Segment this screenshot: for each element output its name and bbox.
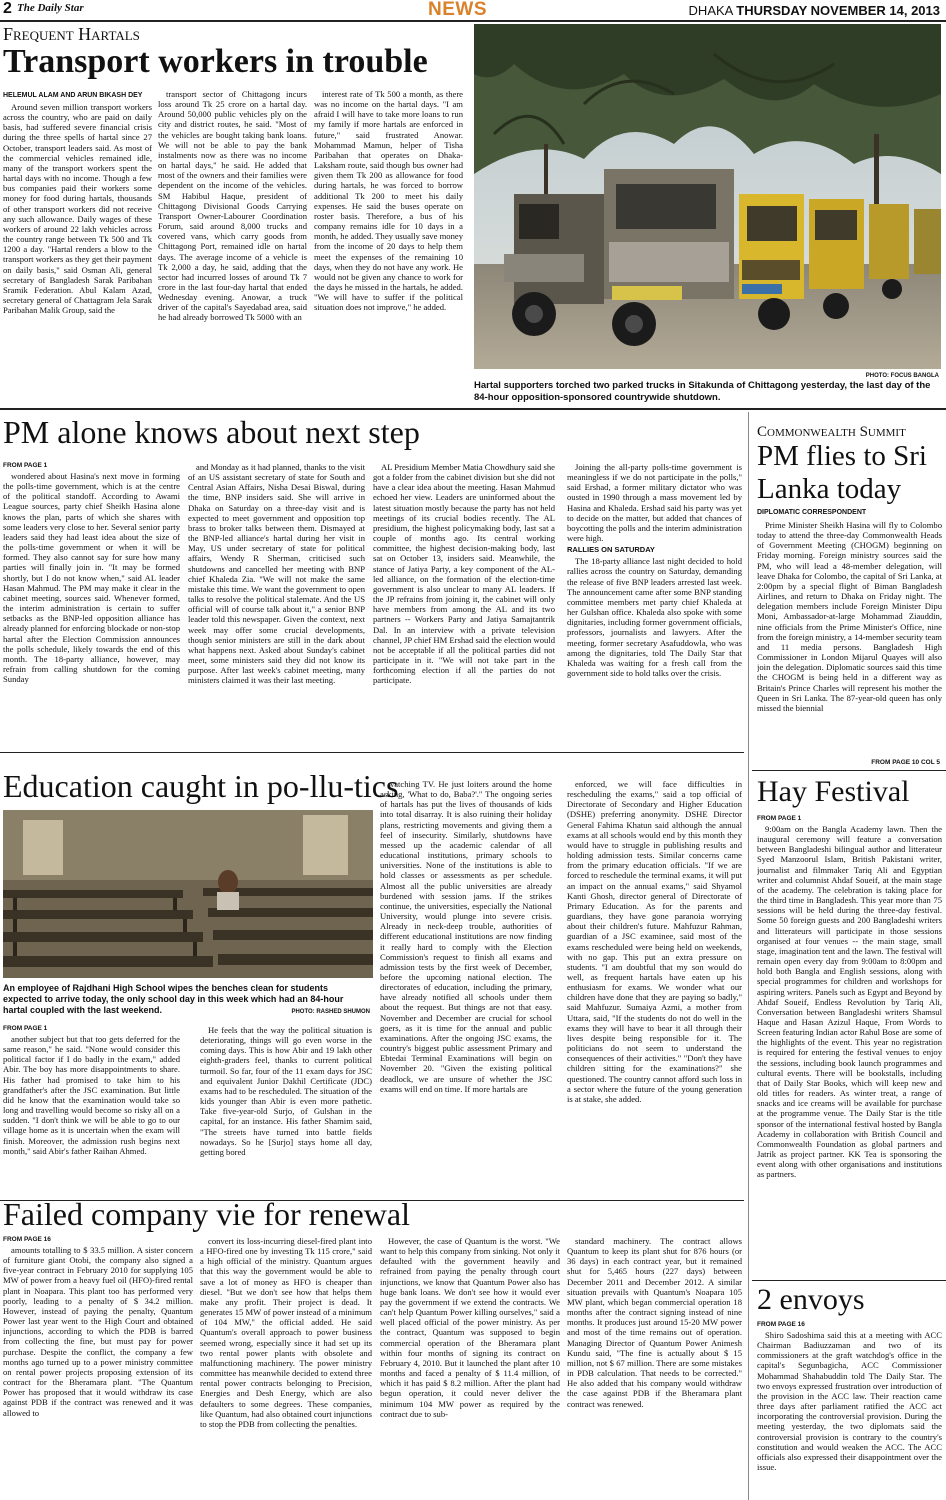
story4-caption: An employee of Rajdhani High School wipes the benches clean for students expected to arrive today, the only school day in this week which had an 84-hour hartal coupled with the last weekend. [3,983,344,1015]
story1-column-2: transport sector of Chittagong incurs loss around Tk 25 crore on a hartal day. Around 50,000 public vehicles ply on the city and district routes, he said. "Most of the vehicles are bought taking bank loans. We will not be able to pay the bank instalments now as there was no income on hartal days," he said. He added that most of the owners and their families were dependent on the income of the vehicles. SM Habibul Haque, president of Chittagong Divisional Goods Carrying Transport Owner-Labourer Coordination Forum, said around 8,000 trucks and covered vans, which carry goods from Chittagong Port, remained idle on hartal days. The average income of a vehicle is Tk 2,000 a day, he said, adding that the sector had incurred losses of around Tk 7 crore in the last four-day hartal that ended Wednesday evening. Anowar, a truck driver of the capital's Sayedabad area, said he had already borrowed Tk 5000 with an [158,89,307,323]
story1-byline: HELEMUL ALAM AND ARUN BIKASH DEY [3,92,143,99]
story7-body: FROM PAGE 16 Shiro Sadoshima said this at a meeting with ACC Chairman Badiuzzaman and two of its commissioners at the graft watchdog's office in the capital's Segunbagicha, ACC Commissioner Mohammad Shahabuddin told The Daily Star. The two envoys expressed frustration over introduction of the provision in the ACC law. Their reaction came three days after parliament ratified the ACC act incorporating the controversial provision. During the meeting yesterday, the two diplomats said the controversial provision is contrary to the country's constitution and would weaken the ACC. The ACC officials also expressed their disappointment over the issue. [757,1321,942,1473]
story6-headline: Failed company vie for renewal [3,1196,410,1232]
story3-headline: PM flies to Sri Lanka today [757,440,927,505]
story7-from: FROM PAGE 16 [757,1321,805,1328]
divider [752,1280,946,1281]
dateline [689,3,940,18]
column-rule [748,412,749,1500]
story2-from: FROM PAGE 1 [3,462,48,469]
photo-burnt-trucks [474,24,941,369]
story1-caption: Hartal supporters torched two parked trucks in Sitakunda of Chittagong yesterday, the last day of the 84-hour opposition-sponsored countrywide shutdown. [474,380,931,403]
story4-from: FROM PAGE 1 [3,1025,48,1032]
story1-photo-credit: PHOTO: FOCUS BANGLA [865,373,939,379]
story5-body: FROM PAGE 1 9:00am on the Bangla Academy lawn. Then the inaugural ceremony will feature a conversation between Bangladeshi bilingual author and litterateur Syed Manzoorul Islam, British Pakistani writer, journalist and filmmaker Tariq Ali and Egyptian writer and columnist Ahdaf Soueif, at the main stage of the academy. The celebration is taking place for the third time in Bangladesh. This year more than 75 sessions will be held during the three-day festival. Some 50 foreign guests and 200 Bangladeshi writers and litterateurs will participate in those sessions organised at four venues -- the main stage, small stage, imagination tent and the lawn. The festival will remain open every day from 9:00am to 8:00pm and hold both Bangla and English sessions, along with special programmes for children and workshops for aspiring writers. Panels such as Egypt and Beyond by Ahdaf Soueif, Endless Revolution by Tariq Ali, Conversation between Bangladeshi writers Shamsul Haque and Hasan Azizul Haque, From Words to Screen featuring Indian actor Rahul Bose are some of the highlights of the event. This year no registration is required for entering the festival venues to enjoy the sessions, including book launch programmes and cultural events. There will be bookstalls, including that of Daily Star Books, which will keep new and old titles for readers. As winter treat, a range of snacks and ice creams will be available for purchase at the programme venue. The Daily Star is the title sponsor of the international festival hosted by Bangla Academy in collaboration with British Council and Commonwealth Foundation as global partners and Jatrik as project partner. KK Tea is sponsoring the event along with other organisations and institutions as partners. [757,815,942,1180]
story6-column-4: standard machinery. The contract allows Quantum to keep its plant shut for 876 hours (or 36 days) in each contract year, but it remained shut for 5,465 hours (227 days) between December 2011 and December 2012. A similar situation prevails with Quantum's Noapara 105 MW plant, which began commercial operation 18 months after the contract signing instead of nine months. It produces just around 15-20 MW power and most of the time remains out of operation. Managing Director of Quantum Power Animesh Kundu said, "The fine is actually about $ 15 million, not $ 67 million. There are some mistakes in PDB calculation. That needs to be corrected." He also added that his company would withdraw the case against PDB if the Bheramara plant contract was renewed. [567,1236,742,1409]
story2-column-3: AL Presidium Member Matia Chowdhury said she got a folder from the cabinet division but she did not have a clear idea about the meeting. Hasan Mahmud echoed her view. Leaders are uninformed about the latest situation mostly because the party has not held meetings of its crucial bodies recently. The AL presidium, the highest policymaking body, last sat a couple of months ago. Its central working committee, the highest decision-making body, last sat on October 13, insiders said. Meanwhile, the stance of Jatiya Party, a key component of the AL-led alliance, on the formation of the election-time government is also unclear to many AL leaders. If the JP refrains from joining it, the cabinet will only have members from among the AL and its two partners -- Workers Party and Jatiya Samajtantrik Dal. In an interview with a private television channel, JP chief HM Ershad said the election would not be acceptable if all the political parties did not participate in it. "We will not take part in the forthcoming election if all the parties do not participate. [373,462,555,686]
story2-headline: PM alone knows about next step [3,414,420,450]
classroom-image [3,810,373,978]
story6-column-1: FROM PAGE 16 amounts totalling to $ 33.5 million. A sister concern of furniture giant Otobi, the company also signed a five-year contract in February 2010 for supplying 105 MW of power from a heavy fuel oil (HFO)-fired rental plant in Noapara. This plant too has performed very poorly, leading to a penalty of $ 34.2 million. However, instead of paying the penalty, Quantum Power last year went to the High Court and obtained injunctions, according to which the PDB is barred from collecting the fine, but must pay for power purchase. Despite the conflict, the company a few months ago turned up to a power ministry committee on rental power projects proposing extension of its contract for the Bheramara plant. "The Quantum Power has proposed that it would withdraw its case against PDB if the contract was renewed and it was allowed to [3,1236,193,1418]
story4-photo-credit: PHOTO: RASHED SHUMON [291,1009,370,1015]
story1-column-3: interest rate of Tk 500 a month, as there was no income on the hartal days. "I am afraid I will have to take more loans to run my family if more hartals are enforced in future," said frustrated Anowar. Mohammad Mamun, helper of Tisha Paribahan that operates on Dhaka-Laksham route, said though bus owner had given them Tk 200 as allowance for food during hartals, he was forced to borrow additional Tk 200 to meet his daily expenses. He said the buses operate on roster basis. Therefore, a bus of his company remains idle for 10 days in a month, he added. They usually save money from the income of 20 days to help them meet the expenses of the remaining 10 days, when they do not have any work. He would not be given any chance to work for the days he missed in the hartals, he added. "We will have to suffer if the political situation does not improve," he added. [314,89,463,313]
divider [0,752,744,753]
story6-column-2: convert its loss-incurring diesel-fired plant into a HFO-fired one by investing Tk 115 crore," said a high official of the ministry. Quantum argues that this way the government would be able to save a lot of money as HFO is cheaper than diesel. "But we don't see how that helps them make any profit. Their project is dead. It generates 15 MW of power instead of a minimum of 104 MW," the official added. He said Quantum's overall approach to power business seemed wrong, especially since it had set up its two rental power plants with obsolete and malfunctioning machinery. The power ministry committee has meanwhile decided to extend three rental power contracts belonging to Precision, Energies and Desh Energy, which are also defaulters to some degrees. These companies, like Quantum, had also obtained court injunctions to stop the PDB from collecting the penalties. [200,1236,372,1429]
story3-continued: FROM PAGE 10 COL 5 [871,759,940,766]
section-label: NEWS [428,0,487,20]
story1-kicker: Frequent Hartals [3,24,140,44]
story1-column-1: Around seven million transport workers across the country, who are paid on daily basis, had suffered severe financial crisis during the three spells of hartal since 27 October, transport leaders said. As most of the commercial vehicles remained idle, many of the transport workers spent the hartal days with no income. Though a few bus companies paid their workers some money for food during hartals, thousands of other transport workers did not receive any such allowance. Daily wages of these workers of around 22 lakh vehicles across the country range between Tk 500 and Tk 1200 a day. "Hartal renders a blow to the transport workers as they get their payment on daily basis," said Osman Ali, general secretary of Bangladesh Sarak Paribahan Sramik Federation. Abul Kalam Azad, secretary general of Chattagram Jela Sarak Paribahan Malik Group, said the [3,102,152,316]
story4-column-2: He feels that the way the political situation is deteriorating, things will go even worse in the coming days. This is how Abir and 19 lakh other eighth-graders feel, thanks to current political turmoil. So far, four of the 11 exam days for JSC and equivalent Junior Dakhil Certificate (JDC) exams had to be rescheduled. The situation of the kids younger than Abir is even more pathetic. Take five-year-old Surjo, of Gulshan in the capital, for an instance. His father Shamim said, "The streets have turned into battle fields nowadays. So he [Surjo] stays home all day, getting bored [200,1025,372,1157]
story5-from: FROM PAGE 1 [757,815,802,822]
story3-byline: DIPLOMATIC CORRESPONDENT [757,509,867,516]
story2-column-4: Joining the all-party polls-time government is meaningless if we do not participate in the polls," said Ershad, a former military dictator who was ousted in 1990 through a mass movement led by Hasina and Khaleda. Ershad said his party was yet to decide on the matter, but added that chances of boycotting the polls and the interim administration were high. RALLIES ON SATURDAY The 18-party alliance last night decided to hold rallies across the country on Saturday, demanding the release of five BNP leaders arrested last week. The announcement came after some BNP standing committee members met party chief Khaleda at her Gulshan office. Khaleda also spoke with some dignitaries, including former government officials, professors, journalists and lawyers. After the meeting, former secretary Asafuddowla, who was among the dignitaries, told The Daily Star that Khaleda was waiting for a fresh call from the government side to hold talks over the crisis. [567,462,742,678]
story4-column-3: watching TV. He just loiters around the home asking, 'What to do, Baba?'." The ongoing series of hartals has put the lives of thousands of kids into total disarray. It is also ruining their holiday plans, restricting movements and giving them a feel of insecurity. Similarly, shutdowns have messed up the academic calendar of all educational institutions, primary schools to universities. None of the institutions is able to hold classes or assessments as per schedule. Almost all the public universities are already burdened with session jams. If the strikes continue, the universities, especially the National University, would plunge into severe crisis. Already in neck-deep trouble, authorities of different educational institutions are now finding it really hard to comply with the Election Commission's request to finish all exams and admission tests by the first week of December, before the upcoming national election. The directorates of education, including the primary, have already notified all schools under them about the request. But things are not that easy. November and December are crucial for school goers, as it is time for the annual and public examinations. After the ongoing JSC exams, the country's biggest public assessment Primary and Ebtedai Terminal Examinations will begin on November 20. "Given the existing political deadlock, we are unsure of whether the JSC exams will end on time. If more hartals are [380,779,552,1094]
photo-classroom [3,810,373,978]
story4-column-4: enforced, we will face difficulties in rescheduling the exams," said a top official of Directorate of Secondary and Higher Education (DSHE) preferring anonymity. DSHE Director General Fahima Khatun said although the annual exams at all schools would end by this month they would have to struggle in publishing results and holding admission tests. Similar concerns came from the primary education officials. "If we are forced to reschedule the terminal exams, it will put an impact on the annual exams," said Shyamol Kanti Ghosh, director general of Directorate of Primary Education. As for the parents and guardians, they have gone paranoia worrying about their children's future. Mahfuzur Rahman, guardian of a JSC examinee, said most of the exams rescheduled were being held on weekends, with no gap. This put an extra pressure on students. "I am doubtful that my son would do well, as frequent hartals have eaten up his enthusiasm for exams. We wonder what our children have done that they are paying so badly," said Mahfuzur. Sumaiya Azmi, a mother from Uttara, said, "If the students do not do well in the exams they will have to bear it all through their lives despite being responsible for it. The politicians do not seem to understand the consequences of their activities." "Don't they have children sitting for the examinations?" she questioned. The country cannot afford such loss in a sector where the future of the young generation is at stake, she added. [567,779,742,1104]
burnt-trucks-image [474,24,941,369]
story5-headline: Hay Festival [757,775,910,808]
dateline-date: THURSDAY NOVEMBER 14, 2013 [736,3,940,18]
story6-from: FROM PAGE 16 [3,1236,51,1243]
dateline-city: DHAKA [688,3,733,18]
story4-headline: Education caught in po-llu-tics [3,768,399,804]
story7-headline: 2 envoys [757,1283,865,1316]
divider [0,408,946,410]
story3-body: Prime Minister Sheikh Hasina will fly to Colombo today to attend the three-day Commonwealth Heads of Government Meeting (CHOGM) beginning on Friday morning. Foreign ministry sources said the PM, who will lead a 48-member delegation, will leave Dhaka for Colombo, the capital of Sri Lanka, at 2:00pm by a special flight of Biman Bangladesh Airlines, and return to Dhaka on Friday night. The delegation members include Foreign Minister Dipu Moni, Ambassador-at-large Mohammad Ziauddin, nine officials from the Prime Minister's Office, nine from the foreign ministry, a 14-member security team and 11 media persons. Bangladesh High Commissioner in London Mijarul Quayes will also join the delegation. Diplomatic sources said this time the CHOGM is being held in a different way as Britain's Prince Charles will represent his mother the Queen in Sri Lanka. The 87-year-old queen has only missed the biennial [757,520,942,713]
paper-name: The Daily Star [17,2,84,14]
story2-column-2: and Monday as it had planned, thanks to the visit of an US assistant secretary of state for South and Central Asian Affairs, Nisha Desai Biswal, during the time, BNP insiders said. She will arrive in Dhaka on Saturday on a three-day visit and is expected to meet government and opposition top brass to broker talks between them. Dismayed at the BNP-led alliance's hartal during her visit in May, US under secretary of state for political affairs, Wendy R Sherman, criticised such shutdowns and cancelled her meeting with BNP chief Khaleda Zia. "We will not make the same mistake this time. We want the government to open talks to resolve the political stalemate. And the US official will of course talk about it," a senior BNP leader told this newspaper. Given the context, next week may offer some crucial developments, though senior ministers are still in the dark about what happens next. Asked about Sunday's cabinet meet, some ministers said they did not know its purpose. After last week's cabinet meeting, many ministers claimed it was their last meeting. [188,462,365,686]
story3-kicker: Commonwealth Summit [757,424,906,440]
story4-column-1: FROM PAGE 1 another subject but that too gets deferred for the same reason," he said. "None would consider this political factor if I do badly in the exam," added Abir. The boy has more disappointments to share. His father had promised to take him to his grandfather's after the JSC examination. But little did he know that the examination would take so long and travelling would become so risky all on a sudden. "I don't think we will be able to go to our village home as it is uncertain when the exam will finish. Moreover, the admission rush begins next month," said Abir's father Raihan Ahmed. [3,1025,180,1156]
story6-column-3: However, the case of Quantum is the worst. "We want to help this company from sinking. Not only it defaulted with the government heavily and refrained from paying the penalty through court injunctions, we know that Quantum Power also has huge bank loans. We don't see how it would ever pay the government if we extend the contracts. We can't help Quantum Power killing ourselves," said a well placed official of the power ministry. As per the contract, Quantum was supposed to begin commercial operation of the Bheramara plant within four months of signing its contract on February 4, 2010. But it launched the plant after 10 months and faced a penalty of $ 11.4 million, of which it has paid $ 8.2 million. After the plant had begun operation, it could never deliver the minimum 104 MW power as required by the contract due to sub- [380,1236,560,1419]
story2-column-1: FROM PAGE 1 wondered about Hasina's next move in forming the polls-time government, which is at the centre of the political standoff. According to Awami League sources, party chief Sheikh Hasina alone knows the plan, parts of which she shares with some leaders very close to her. Several senior party leaders said they had least idea about the size of the polls-time government or when it will be formed. They also cannot say for sure how many parties will finally join in. "It may be formed shortly, but I do not know when," said AL leader Hasan Mahmud. The PM may make it clear in the cabinet meeting, sources said. Whenever formed, the interim administration is certain to suffer setbacks as the BNP-led opposition alliance has already planned for enforcing blockade or non-stop hartal after the Election Commission announces the polls schedule, likely towards the end of this month. The 18-party alliance, however, may refrain from calling shutdown for the coming Sunday [3,462,180,685]
story2-subhead: RALLIES ON SATURDAY [567,545,655,555]
page-number: 2 [3,0,12,17]
divider [752,770,946,771]
story1-headline: Transport workers in trouble [3,43,428,80]
